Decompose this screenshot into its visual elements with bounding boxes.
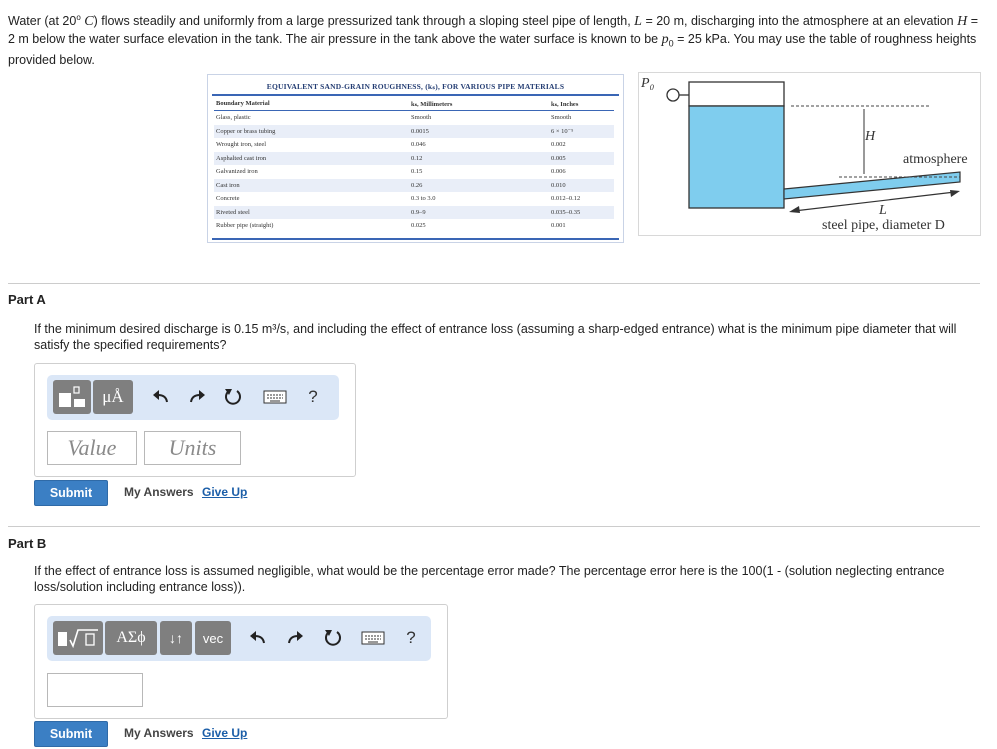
math-template-button[interactable]	[53, 621, 103, 655]
value-input[interactable]: Value	[47, 431, 137, 465]
roughness-table-title: EQUIVALENT SAND-GRAIN ROUGHNESS, (kₛ), FOR VARIOUS PIPE MATERIALS	[266, 82, 565, 91]
intro-text-1: Water (at 20	[8, 14, 77, 29]
h-label: H	[865, 129, 876, 144]
table-header-mm: kₛ, Millimeters	[411, 97, 551, 111]
pressure-gauge-icon	[667, 89, 679, 101]
part-b-submit-button[interactable]: Submit	[34, 721, 108, 747]
table-row: Concrete 0.3 to 3.0 0.012–0.12	[216, 195, 581, 203]
reset-button[interactable]	[222, 386, 244, 408]
part-a-question: If the minimum desired discharge is 0.15 m³/s, and including the effect of entrance loss (assuming a sharp-edged entrance) what is the minimum pipe diameter that will satisfy the specified requirements?	[34, 322, 957, 352]
intro-text-5: = 25 kPa. You may use the table of roughness heights provided below.	[8, 31, 977, 67]
undo-icon	[152, 389, 170, 405]
table-row: Glass, plastic Smooth Smooth	[216, 114, 572, 122]
tank-water	[689, 106, 784, 208]
table-row: Cast iron 0.26 0.010	[214, 179, 614, 193]
intro-text-2: ) flows steadily and uniformly from a large pressurized tank through a sloping steel pipe of length,	[93, 14, 631, 29]
part-b-toolbar	[47, 616, 431, 661]
template-button[interactable]	[53, 380, 91, 414]
part-a-give-up-link[interactable]: Give Up	[202, 485, 248, 499]
part-b-my-answers-label: My Answers	[124, 726, 194, 740]
radical-template-icon	[56, 626, 100, 650]
table-row: Galvanized iron 0.15 0.006	[216, 168, 566, 176]
part-b-divider	[8, 526, 980, 527]
tank-pipe-diagram	[638, 72, 981, 236]
part-b-title: Part B	[8, 536, 47, 551]
part-b-answer-box	[34, 604, 448, 719]
table-row: Riveted steel 0.9–9 0.035–0.35	[214, 206, 614, 220]
intro-text-4: = 2 m below the water surface elevation in the tank. The air pressure in the tank above the water surface is known to be	[8, 14, 979, 46]
redo-icon	[286, 630, 304, 646]
part-a-submit-button[interactable]: Submit	[34, 480, 108, 506]
greek-symbols-button[interactable]: ΑΣϕ	[105, 621, 157, 655]
table-row: Asphalted cast iron 0.12 0.005	[214, 152, 614, 166]
table-row: Rubber pipe (straight) 0.025 0.001	[216, 222, 566, 230]
table-row: Copper or brass tubing 0.0015 6 × 10⁻⁵	[214, 125, 614, 139]
part-a-toolbar	[47, 375, 339, 420]
l-label: L	[879, 203, 887, 218]
reset-button[interactable]	[322, 627, 344, 649]
part-b-give-up-link[interactable]: Give Up	[202, 726, 248, 740]
table-header-in: kₛ, Inches	[551, 97, 614, 111]
part-a-divider	[8, 283, 980, 284]
undo-button[interactable]	[248, 628, 268, 648]
help-button[interactable]: ?	[406, 628, 416, 647]
atmosphere-label: atmosphere	[903, 152, 968, 167]
table-row: Wrought iron, steel 0.046 0.002	[216, 141, 566, 149]
help-button[interactable]: ?	[308, 387, 318, 406]
part-a-title: Part A	[8, 292, 46, 307]
part-a-my-answers-label: My Answers	[124, 485, 194, 499]
units-input[interactable]: Units	[144, 431, 241, 465]
units-symbol-button[interactable]: μÅ	[93, 380, 133, 414]
subscript-superscript-button[interactable]: ↓↑	[160, 621, 192, 655]
reset-icon	[323, 628, 343, 648]
redo-button[interactable]	[285, 628, 305, 648]
redo-icon	[188, 389, 206, 405]
vector-button[interactable]: vec	[195, 621, 231, 655]
problem-statement: Water (at 20$^o$ C) flows steadily and uniformly from a large pressurized tank through a sloping steel pipe of length, L = 20 m, discharging into the atmosphere at an elevation H = 2 m below the water surface elevation in the tank. The air pressure in the tank above the water surface is known to be $p_0 = 25$ kPa. You may use the table of roughness heights provided below.	[8, 13, 979, 67]
undo-icon	[249, 630, 267, 646]
roughness-table-grid	[214, 97, 614, 233]
part-b-question: If the effect of entrance loss is assumed negligible, what would be the percentage error made? The percentage error here is the 100(1 - (solution neglecting entrance loss/solution including entrance loss)).	[34, 564, 945, 594]
intro-text-3: = 20 m, discharging into the atmosphere at an elevation	[645, 14, 954, 29]
table-header-material: Boundary Material	[214, 97, 411, 111]
keyboard-icon	[263, 389, 287, 405]
p0-label: P₀	[641, 76, 655, 91]
redo-button[interactable]	[187, 387, 207, 407]
pipe-label: steel pipe, diameter D	[822, 218, 945, 233]
part-a-answer-box	[34, 363, 356, 477]
reset-icon	[223, 387, 243, 407]
undo-button[interactable]	[151, 387, 171, 407]
template-icon	[57, 385, 87, 409]
keyboard-button[interactable]	[262, 388, 288, 406]
keyboard-button[interactable]	[360, 629, 386, 647]
keyboard-icon	[361, 630, 385, 646]
answer-input[interactable]	[47, 673, 143, 707]
roughness-table	[207, 74, 624, 243]
